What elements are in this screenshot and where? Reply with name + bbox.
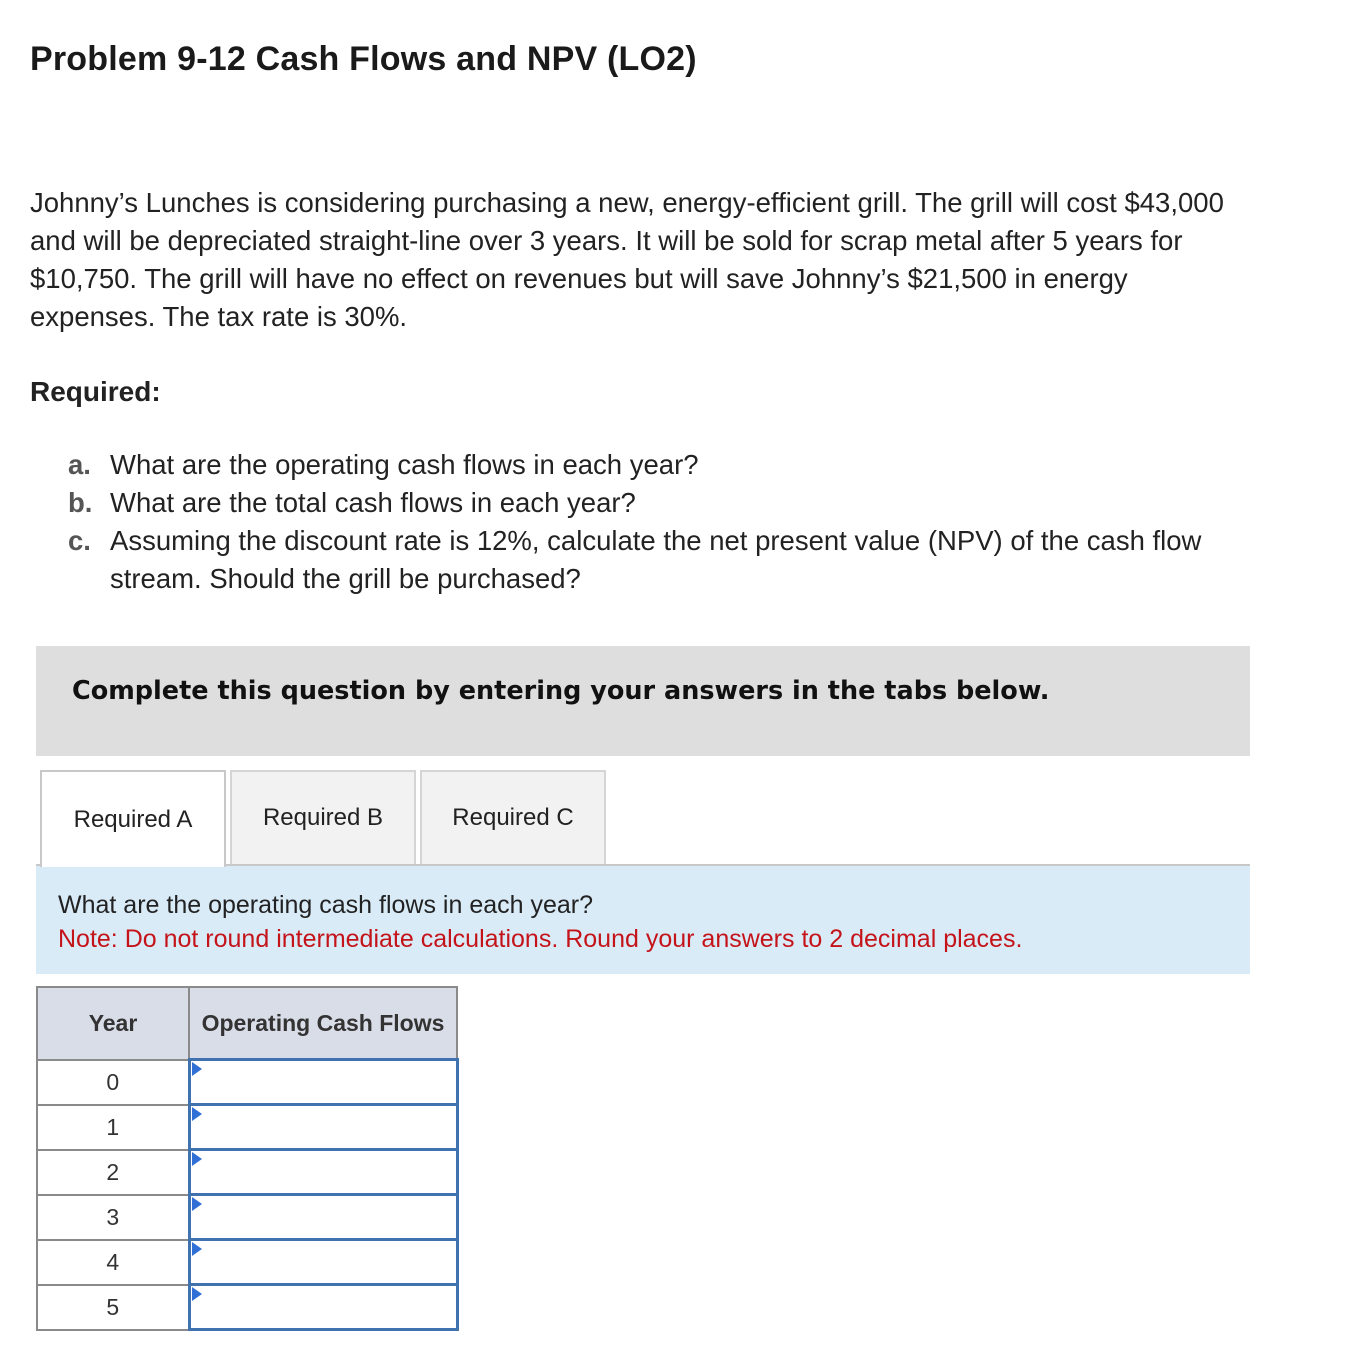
table-row	[37, 1105, 457, 1150]
tab-required-a[interactable]: Required A	[40, 770, 226, 867]
cell-corner-marker-icon	[192, 1062, 202, 1076]
problem-intro: Johnny’s Lunches is considering purchasing a new, energy-efficient grill. The grill will cost $43,000 and will be depreciated straight-line over 3 years. It will be sold for scrap metal after 5 years for $10,750. The grill will have no effect on revenues but will save Johnny’s $21,500 in energy expenses. The tax rate is 30%.	[30, 187, 1224, 332]
cell-corner-marker-icon	[192, 1287, 202, 1301]
ocf-input-year-3[interactable]	[191, 1198, 456, 1236]
ocf-input-year-0[interactable]	[191, 1063, 456, 1101]
table-row	[37, 1240, 457, 1285]
problem-title: Problem 9-12 Cash Flows and NPV (LO2)	[30, 40, 697, 78]
ocf-input-cell[interactable]	[189, 1285, 457, 1330]
requirement-item-b	[68, 484, 1228, 522]
year-cell: 2	[37, 1150, 189, 1195]
ocf-input-year-1[interactable]	[191, 1108, 456, 1146]
year-cell: 1	[37, 1105, 189, 1150]
requirement-item-c	[68, 522, 1228, 598]
ocf-input-cell[interactable]	[189, 1060, 457, 1105]
requirement-letter: a.	[68, 449, 91, 480]
rounding-note: Note: Do not round intermediate calculations. Round your answers to 2 decimal places.	[58, 925, 1023, 953]
requirement-text: What are the total cash flows in each year?	[110, 487, 636, 518]
year-cell: 0	[37, 1060, 189, 1105]
column-header-year: Year	[37, 987, 189, 1060]
requirement-item-a	[68, 446, 1228, 484]
question-panel	[36, 866, 1250, 974]
ocf-input-cell[interactable]	[189, 1240, 457, 1285]
ocf-input-year-4[interactable]	[191, 1243, 456, 1281]
table-row	[37, 1195, 457, 1240]
instruction-text: Complete this question by entering your answers in the tabs below.	[72, 676, 1050, 706]
instruction-banner	[36, 646, 1250, 756]
table-header-row	[37, 987, 457, 1060]
cell-corner-marker-icon	[192, 1107, 202, 1121]
requirements-list	[68, 446, 1228, 598]
year-cell: 3	[37, 1195, 189, 1240]
cell-corner-marker-icon	[192, 1242, 202, 1256]
cell-corner-marker-icon	[192, 1197, 202, 1211]
table-row	[37, 1150, 457, 1195]
ocf-input-cell[interactable]	[189, 1195, 457, 1240]
tab-required-c[interactable]: Required C	[420, 770, 606, 866]
table-row	[37, 1060, 457, 1105]
requirement-text: Assuming the discount rate is 12%, calculate the net present value (NPV) of the cash flow stream. Should the grill be purchased?	[110, 525, 1202, 594]
year-cell: 5	[37, 1285, 189, 1330]
required-heading: Required:	[30, 376, 161, 407]
requirement-text: What are the operating cash flows in each year?	[110, 449, 699, 480]
operating-cash-flows-table	[36, 986, 459, 1331]
tab-required-b[interactable]: Required B	[230, 770, 416, 866]
requirement-letter: b.	[68, 487, 93, 518]
ocf-input-cell[interactable]	[189, 1150, 457, 1195]
requirement-letter: c.	[68, 525, 91, 556]
cell-corner-marker-icon	[192, 1152, 202, 1166]
tab-bar	[40, 770, 606, 866]
ocf-input-cell[interactable]	[189, 1105, 457, 1150]
ocf-input-year-5[interactable]	[191, 1288, 456, 1326]
question-text: What are the operating cash flows in each year?	[58, 891, 594, 919]
year-cell: 4	[37, 1240, 189, 1285]
column-header-operating-cash-flows: Operating Cash Flows	[189, 987, 457, 1060]
table-row	[37, 1285, 457, 1330]
ocf-input-year-2[interactable]	[191, 1153, 456, 1191]
